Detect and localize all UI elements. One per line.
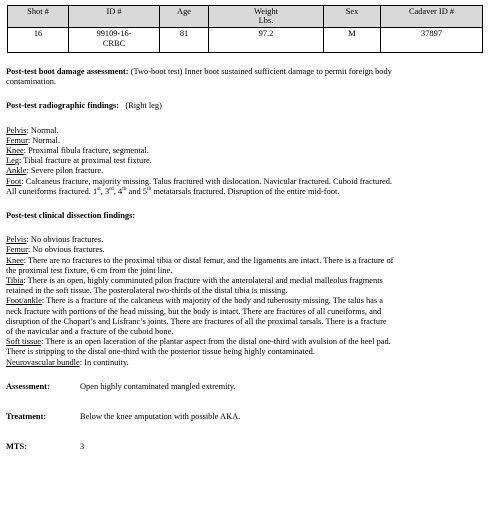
- finding-text: : In continuity.: [79, 357, 129, 367]
- foot-finding-line2: [6, 187, 484, 197]
- treatment-row: [6, 412, 484, 422]
- radiographic-section: [6, 101, 484, 197]
- finding-text: : Normal.: [26, 125, 59, 135]
- foot-text-c: , 4: [113, 186, 123, 196]
- ordinal-sup: th: [146, 186, 152, 193]
- finding-key: Pelvis: [6, 235, 27, 245]
- tibia-line2: retained in the soft tissue. The posterolateral two-thirds of the distal tibia is missing.: [6, 286, 288, 296]
- cell-cadaver-id: 37897: [381, 28, 483, 53]
- soft-line2: There is stripping to the distal one-third with the posterior tissue being highly contaminated.: [6, 347, 315, 357]
- cell-age: 81: [160, 28, 209, 53]
- finding-key: Soft tissue: [6, 337, 42, 347]
- foot-text-e: metatarsals fractured. Disruption of the entire mid-foot.: [151, 186, 340, 196]
- finding-key: Leg: [6, 156, 20, 166]
- list-item: [6, 296, 484, 306]
- radiographic-side: (Right leg): [125, 101, 162, 111]
- list-item: [6, 245, 484, 255]
- cell-sex: M: [324, 28, 381, 53]
- table-header-row: [8, 6, 483, 28]
- foot-line3: disruption of the Chopart’s and Lisfranc’s joints. There are fractures of all the proximal tarsals. There is a fracture: [6, 316, 387, 326]
- clinical-section: [6, 211, 484, 368]
- cell-id-line1: 99109-16-: [96, 29, 132, 38]
- header-shot: Shot #: [8, 6, 69, 28]
- finding-text: : Severe pilon fracture.: [26, 166, 104, 176]
- assessment-row: [6, 382, 484, 392]
- foot-text-d: and 5: [126, 186, 147, 196]
- boot-damage-text-line1: (Two-boot test) Inner boot sustained sufficient damage to permit foreign body: [128, 67, 392, 76]
- finding-text: : There is an open, highly comminuted pilon fracture with the anterolateral and medial malleolus fragments: [23, 276, 383, 286]
- list-item: [6, 235, 484, 245]
- table-row: [8, 28, 483, 53]
- case-summary-table: [7, 5, 483, 53]
- finding-text: : There is an open laceration of the plantar aspect from the distal one-third with avulsion of the heel pad.: [41, 337, 391, 347]
- finding-key: Foot: [6, 176, 22, 186]
- list-item: [6, 156, 484, 166]
- finding-text: : No obvious fractures.: [27, 245, 105, 255]
- cell-shot: 16: [8, 28, 69, 53]
- finding-text: : Normal.: [27, 135, 60, 145]
- finding-key: Foot/ankle: [6, 296, 42, 306]
- mts-label: MTS:: [6, 442, 27, 452]
- finding-text: : Tibial fracture at proximal test fixture.: [19, 156, 152, 166]
- assessment-value: Open highly contaminated mangled extremity.: [80, 381, 236, 391]
- finding-text: : There is a fracture of the calcaneus with majority of the body and tuberosity missing. The talus has a: [41, 296, 383, 306]
- header-id: ID #: [69, 6, 160, 28]
- cell-id-line2: CRBC: [102, 39, 126, 48]
- foot-line4: of the navicular and a fracture of the cuboid bone.: [6, 327, 174, 337]
- mts-value: 3: [80, 442, 85, 452]
- foot-text-b: , 3: [100, 186, 110, 196]
- boot-damage-section: [6, 67, 484, 87]
- cell-weight: 97.2: [209, 28, 324, 53]
- finding-key: Knee: [6, 255, 24, 265]
- finding-key: Knee: [6, 146, 24, 156]
- foot-line2: neck fracture with portions of the head missing, but the body is intact. There are fractures of all cuneiforms, and: [6, 306, 382, 316]
- finding-key: Ankle: [6, 166, 27, 176]
- finding-text: : Calcaneus fracture, majority missing. Talus fractured with dislocation. Navicular fractured. Cuboid fractured.: [21, 176, 393, 186]
- finding-text: : There are no fractures to the proximal tibia or distal femur, and the ligaments are intact. There is a fracture of: [23, 255, 394, 265]
- list-item: [6, 256, 484, 266]
- list-item: [6, 276, 484, 286]
- clinical-label: Post-test clinical dissection findings:: [6, 211, 136, 221]
- ordinal-sup: rd: [109, 186, 114, 193]
- finding-key: Pelvis: [6, 125, 27, 135]
- header-weight-line2: Lbs.: [258, 16, 274, 25]
- finding-key: Neurovascular bundle: [6, 357, 80, 367]
- list-item: [6, 136, 484, 146]
- list-item: [6, 358, 484, 368]
- treatment-value: Below the knee amputation with possible AKA.: [80, 412, 241, 422]
- radiographic-label: Post-test radiographic findings:: [6, 101, 120, 111]
- header-cadaver-id: Cadaver ID #: [381, 6, 483, 28]
- assessment-label: Assessment:: [6, 381, 50, 391]
- finding-key: Tibia: [6, 276, 24, 286]
- treatment-label: Treatment:: [6, 412, 47, 422]
- finding-text: : No obvious fractures.: [26, 235, 104, 245]
- foot-text-a: All cuneiforms fractured. 1: [6, 186, 98, 196]
- cell-id: [69, 28, 160, 53]
- header-weight-line1: Weight: [254, 7, 278, 16]
- header-sex: Sex: [324, 6, 381, 28]
- knee-line2: the proximal test fixture, 6 cm from the joint line.: [6, 265, 173, 275]
- finding-key: Femur: [6, 245, 28, 255]
- header-age: Age: [160, 6, 209, 28]
- finding-key: Femur: [6, 135, 28, 145]
- header-weight: [209, 6, 324, 28]
- boot-damage-label: Post-test boot damage assessment:: [6, 67, 129, 76]
- ordinal-sup: st: [97, 186, 101, 193]
- summary-section: [6, 382, 484, 453]
- boot-damage-text-line2: contamination.: [6, 77, 57, 87]
- document-page: [6, 5, 484, 452]
- ordinal-sup: th: [122, 186, 127, 193]
- list-item: [6, 126, 484, 136]
- list-item: [6, 337, 484, 347]
- list-item: [6, 166, 484, 176]
- list-item: [6, 177, 484, 187]
- list-item: [6, 146, 484, 156]
- mts-row: [6, 442, 484, 452]
- finding-text: : Proximal fibula fracture, segmental.: [23, 146, 149, 156]
